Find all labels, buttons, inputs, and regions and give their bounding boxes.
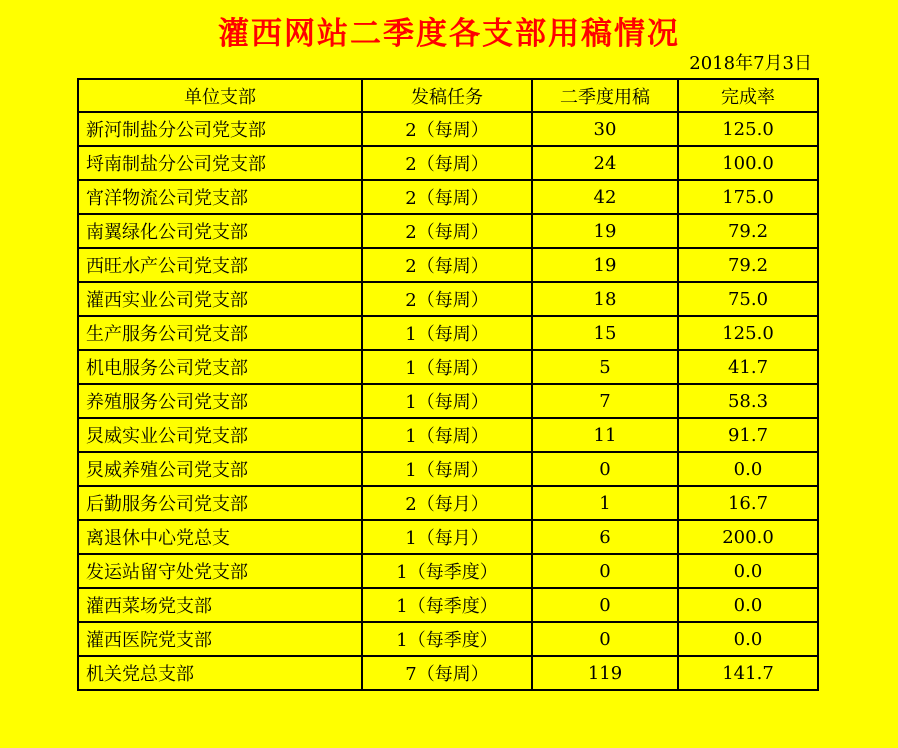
page-title: 灌西网站二季度各支部用稿情况 (218, 16, 680, 52)
table-row (78, 146, 818, 180)
publish-task-cell: 1（每周） (362, 316, 532, 350)
completion-rate-cell: 16.7 (678, 486, 818, 520)
unit-branch-cell: 后勤服务公司党支部 (78, 486, 362, 520)
publish-task-cell: 7（每周） (362, 656, 532, 690)
q2-usage-cell: 0 (532, 588, 678, 622)
unit-branch-cell: 机关党总支部 (78, 656, 362, 690)
unit-branch-cell: 灌西菜场党支部 (78, 588, 362, 622)
table-row (78, 282, 818, 316)
table-row (78, 452, 818, 486)
publish-task-cell: 1（每月） (362, 520, 532, 554)
publish-task-cell: 2（每月） (362, 486, 532, 520)
unit-branch-cell: 离退休中心党总支 (78, 520, 362, 554)
q2-usage-cell: 30 (532, 112, 678, 146)
table-row (78, 350, 818, 384)
unit-branch-cell: 宵洋物流公司党支部 (78, 180, 362, 214)
q2-usage-cell: 19 (532, 248, 678, 282)
unit-branch-cell: 灌西医院党支部 (78, 622, 362, 656)
unit-branch-cell: 灌西实业公司党支部 (78, 282, 362, 316)
publish-task-cell: 2（每周） (362, 282, 532, 316)
table-body (78, 112, 818, 690)
publish-task-cell: 1（每周） (362, 452, 532, 486)
unit-branch-cell: 炅威实业公司党支部 (78, 418, 362, 452)
completion-rate-cell: 79.2 (678, 214, 818, 248)
unit-branch-cell: 炅威养殖公司党支部 (78, 452, 362, 486)
completion-rate-cell: 58.3 (678, 384, 818, 418)
unit-branch-cell: 养殖服务公司党支部 (78, 384, 362, 418)
completion-rate-cell: 125.0 (678, 112, 818, 146)
header-completion-rate: 完成率 (678, 79, 818, 112)
q2-usage-cell: 5 (532, 350, 678, 384)
q2-usage-cell: 119 (532, 656, 678, 690)
unit-branch-cell: 发运站留守处党支部 (78, 554, 362, 588)
q2-usage-cell: 24 (532, 146, 678, 180)
completion-rate-cell: 125.0 (678, 316, 818, 350)
table-row (78, 248, 818, 282)
unit-branch-cell: 生产服务公司党支部 (78, 316, 362, 350)
publish-task-cell: 1（每季度） (362, 554, 532, 588)
q2-usage-cell: 1 (532, 486, 678, 520)
header-q2-usage: 二季度用稿 (532, 79, 678, 112)
table-row (78, 214, 818, 248)
unit-branch-cell: 新河制盐分公司党支部 (78, 112, 362, 146)
table-row (78, 520, 818, 554)
table-row (78, 588, 818, 622)
table-header (78, 79, 818, 112)
q2-usage-cell: 11 (532, 418, 678, 452)
completion-rate-cell: 0.0 (678, 588, 818, 622)
table-row (78, 622, 818, 656)
header-row (78, 79, 818, 112)
unit-branch-cell: 机电服务公司党支部 (78, 350, 362, 384)
completion-rate-cell: 100.0 (678, 146, 818, 180)
unit-branch-cell: 南翼绿化公司党支部 (78, 214, 362, 248)
completion-rate-cell: 0.0 (678, 554, 818, 588)
completion-rate-cell: 0.0 (678, 622, 818, 656)
publish-task-cell: 2（每周） (362, 214, 532, 248)
table-row (78, 656, 818, 690)
table-row (78, 180, 818, 214)
header-unit-branch: 单位支部 (78, 79, 362, 112)
q2-usage-cell: 0 (532, 622, 678, 656)
completion-rate-cell: 79.2 (678, 248, 818, 282)
q2-usage-cell: 6 (532, 520, 678, 554)
completion-rate-cell: 175.0 (678, 180, 818, 214)
report-date: 2018年7月3日 (689, 53, 812, 74)
unit-branch-cell: 西旺水产公司党支部 (78, 248, 362, 282)
q2-usage-cell: 7 (532, 384, 678, 418)
report-table (77, 78, 819, 691)
publish-task-cell: 1（每周） (362, 418, 532, 452)
publish-task-cell: 1（每周） (362, 350, 532, 384)
publish-task-cell: 1（每周） (362, 384, 532, 418)
q2-usage-cell: 18 (532, 282, 678, 316)
q2-usage-cell: 42 (532, 180, 678, 214)
completion-rate-cell: 91.7 (678, 418, 818, 452)
header-publish-task: 发稿任务 (362, 79, 532, 112)
publish-task-cell: 1（每季度） (362, 588, 532, 622)
publish-task-cell: 1（每季度） (362, 622, 532, 656)
table-row (78, 486, 818, 520)
table-row (78, 384, 818, 418)
q2-usage-cell: 0 (532, 452, 678, 486)
q2-usage-cell: 0 (532, 554, 678, 588)
table-row (78, 112, 818, 146)
completion-rate-cell: 141.7 (678, 656, 818, 690)
table-row (78, 554, 818, 588)
publish-task-cell: 2（每周） (362, 112, 532, 146)
completion-rate-cell: 41.7 (678, 350, 818, 384)
completion-rate-cell: 0.0 (678, 452, 818, 486)
unit-branch-cell: 埒南制盐分公司党支部 (78, 146, 362, 180)
q2-usage-cell: 19 (532, 214, 678, 248)
table-row (78, 418, 818, 452)
publish-task-cell: 2（每周） (362, 180, 532, 214)
publish-task-cell: 2（每周） (362, 248, 532, 282)
completion-rate-cell: 200.0 (678, 520, 818, 554)
publish-task-cell: 2（每周） (362, 146, 532, 180)
completion-rate-cell: 75.0 (678, 282, 818, 316)
table-row (78, 316, 818, 350)
q2-usage-cell: 15 (532, 316, 678, 350)
